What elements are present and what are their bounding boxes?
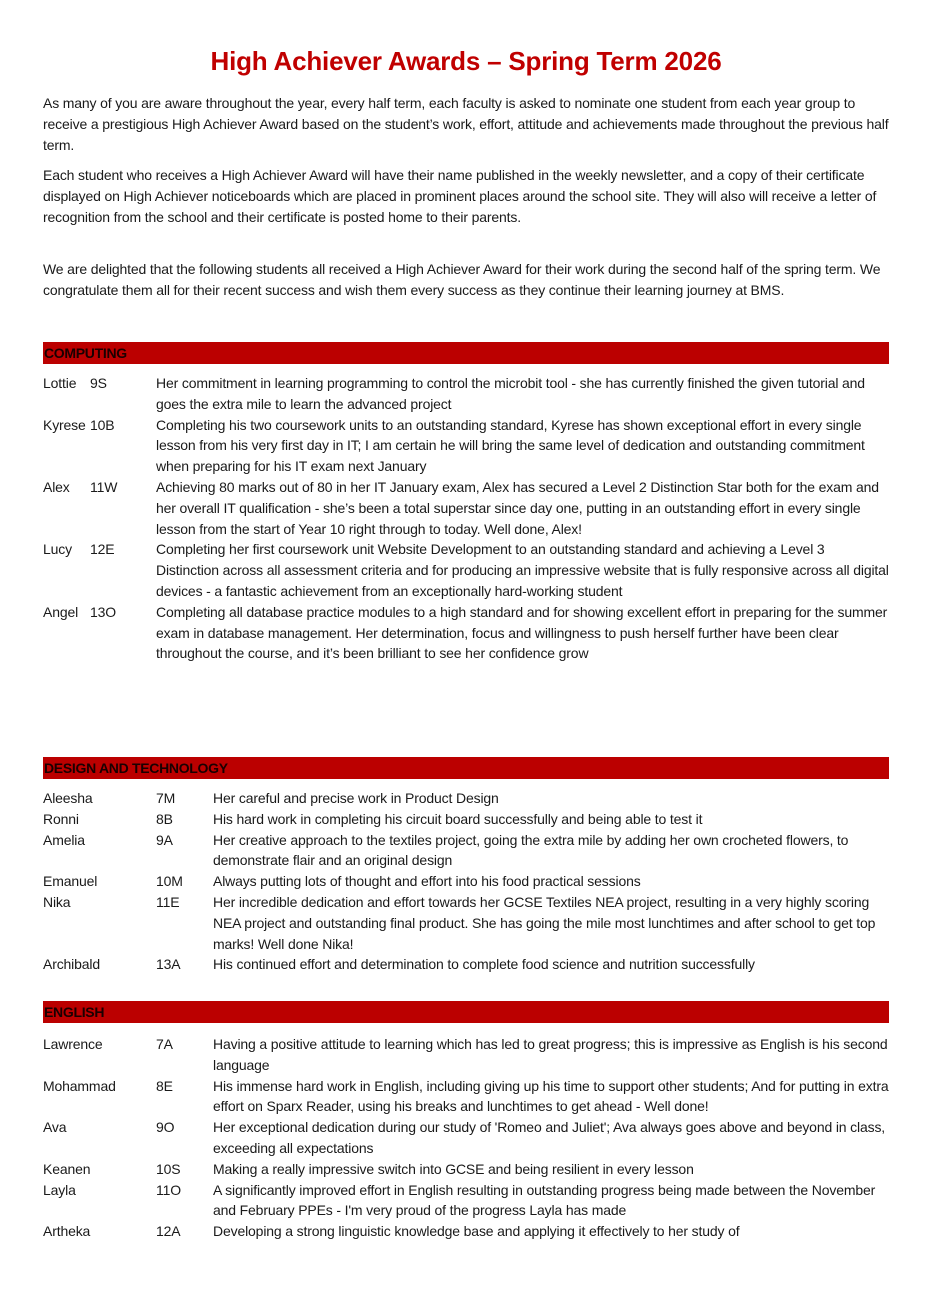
section-heading: DESIGN AND TECHNOLOGY	[43, 757, 889, 779]
student-form: 9S	[90, 375, 107, 391]
student-form: 11O	[156, 1181, 181, 1198]
award-reason: Her careful and precise work in Product Design	[213, 790, 499, 806]
award-reason: Completing her first coursework unit Website Development to an outstanding standard and achieving a Level 3 Distinction across all assessment criteria and for producing an impressive website that is fully responsive across all digital devices - a fantastic achievement from an exceptionally hard-working student	[156, 541, 889, 599]
award-row	[43, 539, 889, 601]
award-reason: Always putting lots of thought and effort into his food practical sessions	[213, 873, 641, 890]
award-reason: Making a really impressive switch into GCSE and being resilient in every lesson	[213, 1160, 694, 1177]
award-reason: Her incredible dedication and effort towards her GCSE Textiles NEA project, resulting in a very highly scoring NEA project and outstanding final product. She has going the mile most lunchtimes and after school to get top marks! Well done Nika!	[213, 893, 876, 952]
student-name: Lottie	[43, 375, 77, 391]
award-list	[43, 1034, 889, 1242]
student-form: 10B	[90, 416, 115, 433]
page-title: High Achiever Awards – Spring Term 2026	[210, 46, 722, 76]
student-form: 13A	[156, 956, 181, 973]
award-reason: Achieving 80 marks out of 80 in her IT January exam, Alex has secured a Level 2 Distinction Star both for the exam and her overall IT qualification - she’s been a total superstar since day one, putting in an outstanding effort in every single lesson from the start of Year 10 right through to today. Well done, Alex!	[156, 478, 879, 537]
section-english	[43, 1001, 889, 1242]
student-name: Amelia	[43, 831, 85, 848]
award-row	[43, 788, 889, 809]
student-name: Artheka	[43, 1223, 91, 1240]
student-form: 7A	[156, 1036, 173, 1052]
student-name: Angel	[43, 603, 79, 620]
award-row	[43, 373, 889, 415]
award-reason: Having a positive attitude to learning which has led to great progress; this is impressive as English is his second language	[213, 1036, 888, 1073]
award-list	[43, 788, 889, 975]
award-row	[43, 954, 889, 975]
student-name: Lucy	[43, 541, 72, 558]
student-form: 11W	[90, 478, 118, 495]
award-row	[43, 602, 889, 664]
student-form: 7M	[156, 790, 176, 806]
award-row	[43, 1117, 889, 1159]
award-reason: Developing a strong linguistic knowledge base and applying it effectively to her study of	[213, 1223, 740, 1240]
award-row	[43, 1034, 889, 1076]
student-form: 12E	[90, 541, 115, 558]
award-reason: His immense hard work in English, including giving up his time to support other students; And for putting in extra effort on Sparx Reader, using his breaks and lunchtimes to get ahead - Well done!	[213, 1077, 889, 1115]
award-reason: A significantly improved effort in English resulting in outstanding progress being made between the November and February PPEs - I'm very proud of the progress Layla has made	[213, 1181, 876, 1219]
award-row	[43, 415, 889, 477]
student-form: 8E	[156, 1077, 173, 1094]
award-row	[43, 477, 889, 539]
award-list	[43, 373, 889, 664]
student-name: Nika	[43, 893, 71, 910]
student-name: Lawrence	[43, 1036, 103, 1052]
section-computing	[43, 342, 889, 664]
intro-paragraph: We are delighted that the following students all received a High Achiever Award for their work during the second half of the spring term. We congratulate them all for their recent success and wish them every success as they continue their learning journey at BMS.	[43, 261, 881, 298]
student-name: Mohammad	[43, 1077, 116, 1094]
section-design-and-technology	[43, 757, 889, 975]
student-form: 11E	[156, 893, 180, 910]
award-reason: Her commitment in learning programming to control the microbit tool - she has currently finished the given tutorial and goes the extra mile to learn the advanced project	[156, 375, 865, 412]
award-reason: His hard work in completing his circuit board successfully and being able to test it	[213, 810, 703, 827]
student-name: Alex	[43, 478, 70, 495]
student-form: 12A	[156, 1223, 181, 1240]
student-form: 9A	[156, 831, 173, 848]
award-reason: Completing his two coursework units to an outstanding standard, Kyrese has shown exceptional effort in every single lesson from his very first day in IT; I am certain he will bring the same level of dedication and outstanding commitment when preparing for his IT exam next January	[156, 416, 865, 475]
section-heading: COMPUTING	[43, 342, 889, 364]
intro-paragraph: As many of you are aware throughout the year, every half term, each faculty is asked to nominate one student from each year group to receive a prestigious High Achiever Award based on the student’s work, effort, attitude and achievements made throughout the previous half term.	[43, 95, 889, 153]
student-form: 8B	[156, 810, 173, 827]
award-reason: His continued effort and determination to complete food science and nutrition successfully	[213, 956, 755, 973]
student-name: Ronni	[43, 810, 79, 827]
award-row	[43, 830, 889, 872]
award-row	[43, 809, 889, 830]
award-row	[43, 1180, 889, 1222]
student-name: Aleesha	[43, 790, 93, 806]
award-row	[43, 871, 889, 892]
student-name: Archibald	[43, 956, 101, 973]
student-name: Layla	[43, 1181, 76, 1198]
award-row	[43, 1159, 889, 1180]
student-name: Kyrese	[43, 416, 86, 433]
award-row	[43, 892, 889, 954]
intro-paragraph: Each student who receives a High Achiever Award will have their name published in the weekly newsletter, and a copy of their certificate displayed on High Achiever noticeboards which are placed in prominent places around the school site. They will also will receive a letter of recognition from the school and their certificate is posted home to their parents.	[43, 167, 877, 225]
student-name: Emanuel	[43, 873, 98, 890]
student-form: 10M	[156, 873, 183, 890]
student-form: 9O	[156, 1119, 175, 1136]
award-row	[43, 1076, 889, 1118]
award-reason: Completing all database practice modules to a high standard and for showing excellent effort in preparing for the summer exam in database management. Her determination, focus and willingness to push herself further have been clear throughout the course, and it’s been brilliant to see her confidence grow	[156, 603, 888, 662]
award-row	[43, 1221, 889, 1242]
student-form: 13O	[90, 603, 117, 620]
student-name: Ava	[43, 1119, 67, 1136]
award-reason: Her exceptional dedication during our study of 'Romeo and Juliet'; Ava always goes above and beyond in class, exceeding all expectations	[213, 1119, 886, 1156]
student-name: Keanen	[43, 1160, 91, 1177]
student-form: 10S	[156, 1160, 181, 1177]
section-heading: ENGLISH	[43, 1001, 889, 1023]
award-reason: Her creative approach to the textiles project, going the extra mile by adding her own crocheted flowers, to demonstrate flair and an original design	[213, 831, 849, 869]
